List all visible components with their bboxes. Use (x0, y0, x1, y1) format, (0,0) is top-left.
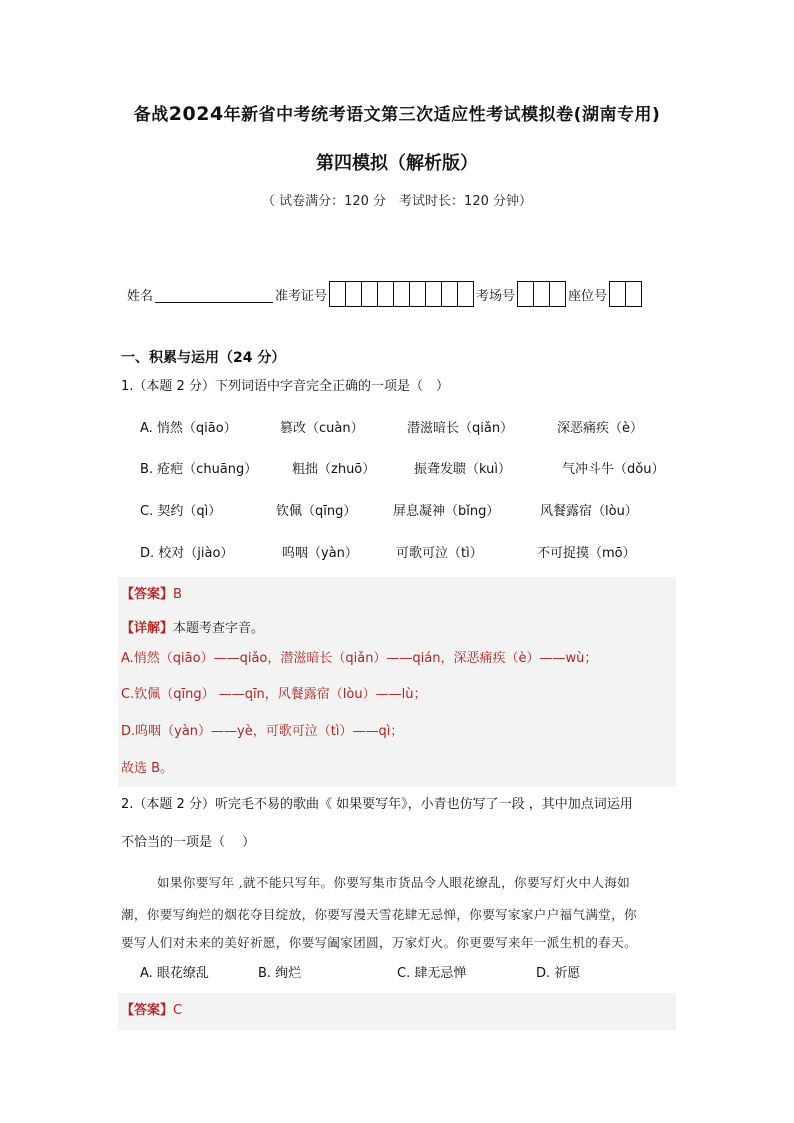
digit-box[interactable] (425, 281, 442, 307)
q1-option-d-3: 可歌可泣（tì） (396, 546, 483, 561)
q1-option-b-3: 振聋发聩（kuì） (414, 462, 511, 477)
q1-option-a-3: 潜滋暗长（qiǎn） (407, 421, 514, 436)
q2-option-a: A. 眼花缭乱 (140, 966, 209, 981)
question-1-stem: 1.（本题 2 分）下列词语中字音完全正确的一项是（ ） (121, 379, 449, 394)
room-label: 考场号 (476, 288, 516, 304)
digit-box[interactable] (345, 281, 362, 307)
q1-option-c-4: 风餐露宿（lòu） (540, 504, 638, 519)
digit-box[interactable] (533, 281, 550, 307)
q2-answer-panel (118, 993, 676, 1030)
digit-box[interactable] (329, 281, 346, 307)
q2-answer: 【答案】C (121, 1003, 183, 1018)
page-title: 备战2024年新省中考统考语文第三次适应性考试模拟卷(湖南专用) (133, 103, 661, 125)
digit-box[interactable] (377, 281, 394, 307)
q1-answer-panel (118, 577, 676, 787)
digit-box[interactable] (609, 281, 626, 307)
question-2-stem: 2.（本题 2 分）听完毛不易的歌曲《 如果要写年》，小青也仿写了一段 ，其中加点词运用 (121, 797, 633, 812)
q1-conclusion: 故选 B。 (121, 761, 174, 776)
q2-option-c: C. 肆无忌惮 (397, 966, 467, 981)
q1-option-c-3: 屏息凝神（bǐng） (393, 504, 500, 519)
q1-option-d-2: 呜咽（yàn） (282, 546, 358, 561)
q1-option-a-4: 深恶痛疾（è） (557, 421, 643, 436)
q1-option-b-2: 粗拙（zhuō） (292, 462, 376, 477)
ticket-label: 准考证号 (275, 288, 328, 304)
ticket-number-boxes[interactable] (329, 281, 474, 307)
q2-option-b: B. 绚烂 (258, 966, 302, 981)
q1-detail: 【详解】本题考查字音。 (121, 621, 265, 636)
digit-box[interactable] (393, 281, 410, 307)
seat-label: 座位号 (568, 288, 608, 304)
exam-meta: （ 试卷满分：120 分 考试时长：120 分钟） (261, 194, 533, 209)
q1-option-c-2: 钦佩（qīng） (276, 504, 357, 519)
page-subtitle: 第四模拟（解析版） (316, 153, 478, 174)
q2-passage-line: 潮，你要写绚烂的烟花夺目绽放，你要写漫天雪花肆无忌惮，你要写家家户户福气满堂，你 (121, 907, 638, 922)
q1-explain-line: D.呜咽（yàn）——yè，可歌可泣（tì）——qì； (121, 724, 404, 739)
q1-option-c-1: C. 契约（qì） (140, 504, 222, 519)
q1-option-d-4: 不可捉摸（mō） (537, 546, 636, 561)
q1-explain-line: C.钦佩（qīng） ——qīn，风餐露宿（lòu）——lù； (121, 687, 427, 702)
section-heading: 一、积累与运用（24 分） (121, 350, 286, 366)
q2-passage-line: 要写人们对未来的美好祈愿，你要写阖家团圆，万家灯火。你更要写来年一派生机的春天。 (121, 935, 638, 950)
q1-answer: 【答案】B (121, 587, 182, 602)
q1-option-a-1: A. 悄然（qiāo） (140, 421, 237, 436)
room-number-boxes[interactable] (517, 281, 566, 307)
candidate-info (127, 281, 644, 307)
q1-option-b-1: B. 疮疤（chuāng） (140, 462, 258, 477)
digit-box[interactable] (361, 281, 378, 307)
seat-number-boxes[interactable] (609, 281, 642, 307)
q2-passage-line: 如果你要写年 ,就不能只写年。你要写集市货品令人眼花缭乱，你要写灯火中人海如 (157, 875, 631, 890)
q2-option-d: D. 祈愿 (536, 966, 581, 981)
digit-box[interactable] (441, 281, 458, 307)
name-label: 姓名 (127, 288, 154, 304)
name-field[interactable] (155, 286, 273, 303)
digit-box[interactable] (517, 281, 534, 307)
q1-option-a-2: 篡改（cuàn） (280, 421, 364, 436)
question-2-stem-cont: 不恰当的一项是（ ） (121, 835, 256, 850)
digit-box[interactable] (625, 281, 642, 307)
q1-option-b-4: 气冲斗牛（dǒu） (562, 462, 665, 477)
q1-explain-line: A.悄然（qiāo）——qiǎo，潜滋暗长（qiǎn）——qián，深恶痛疾（è）——wù； (121, 651, 598, 666)
digit-box[interactable] (549, 281, 566, 307)
digit-box[interactable] (409, 281, 426, 307)
digit-box[interactable] (457, 281, 474, 307)
q1-option-d-1: D. 校对（jiào） (140, 546, 234, 561)
